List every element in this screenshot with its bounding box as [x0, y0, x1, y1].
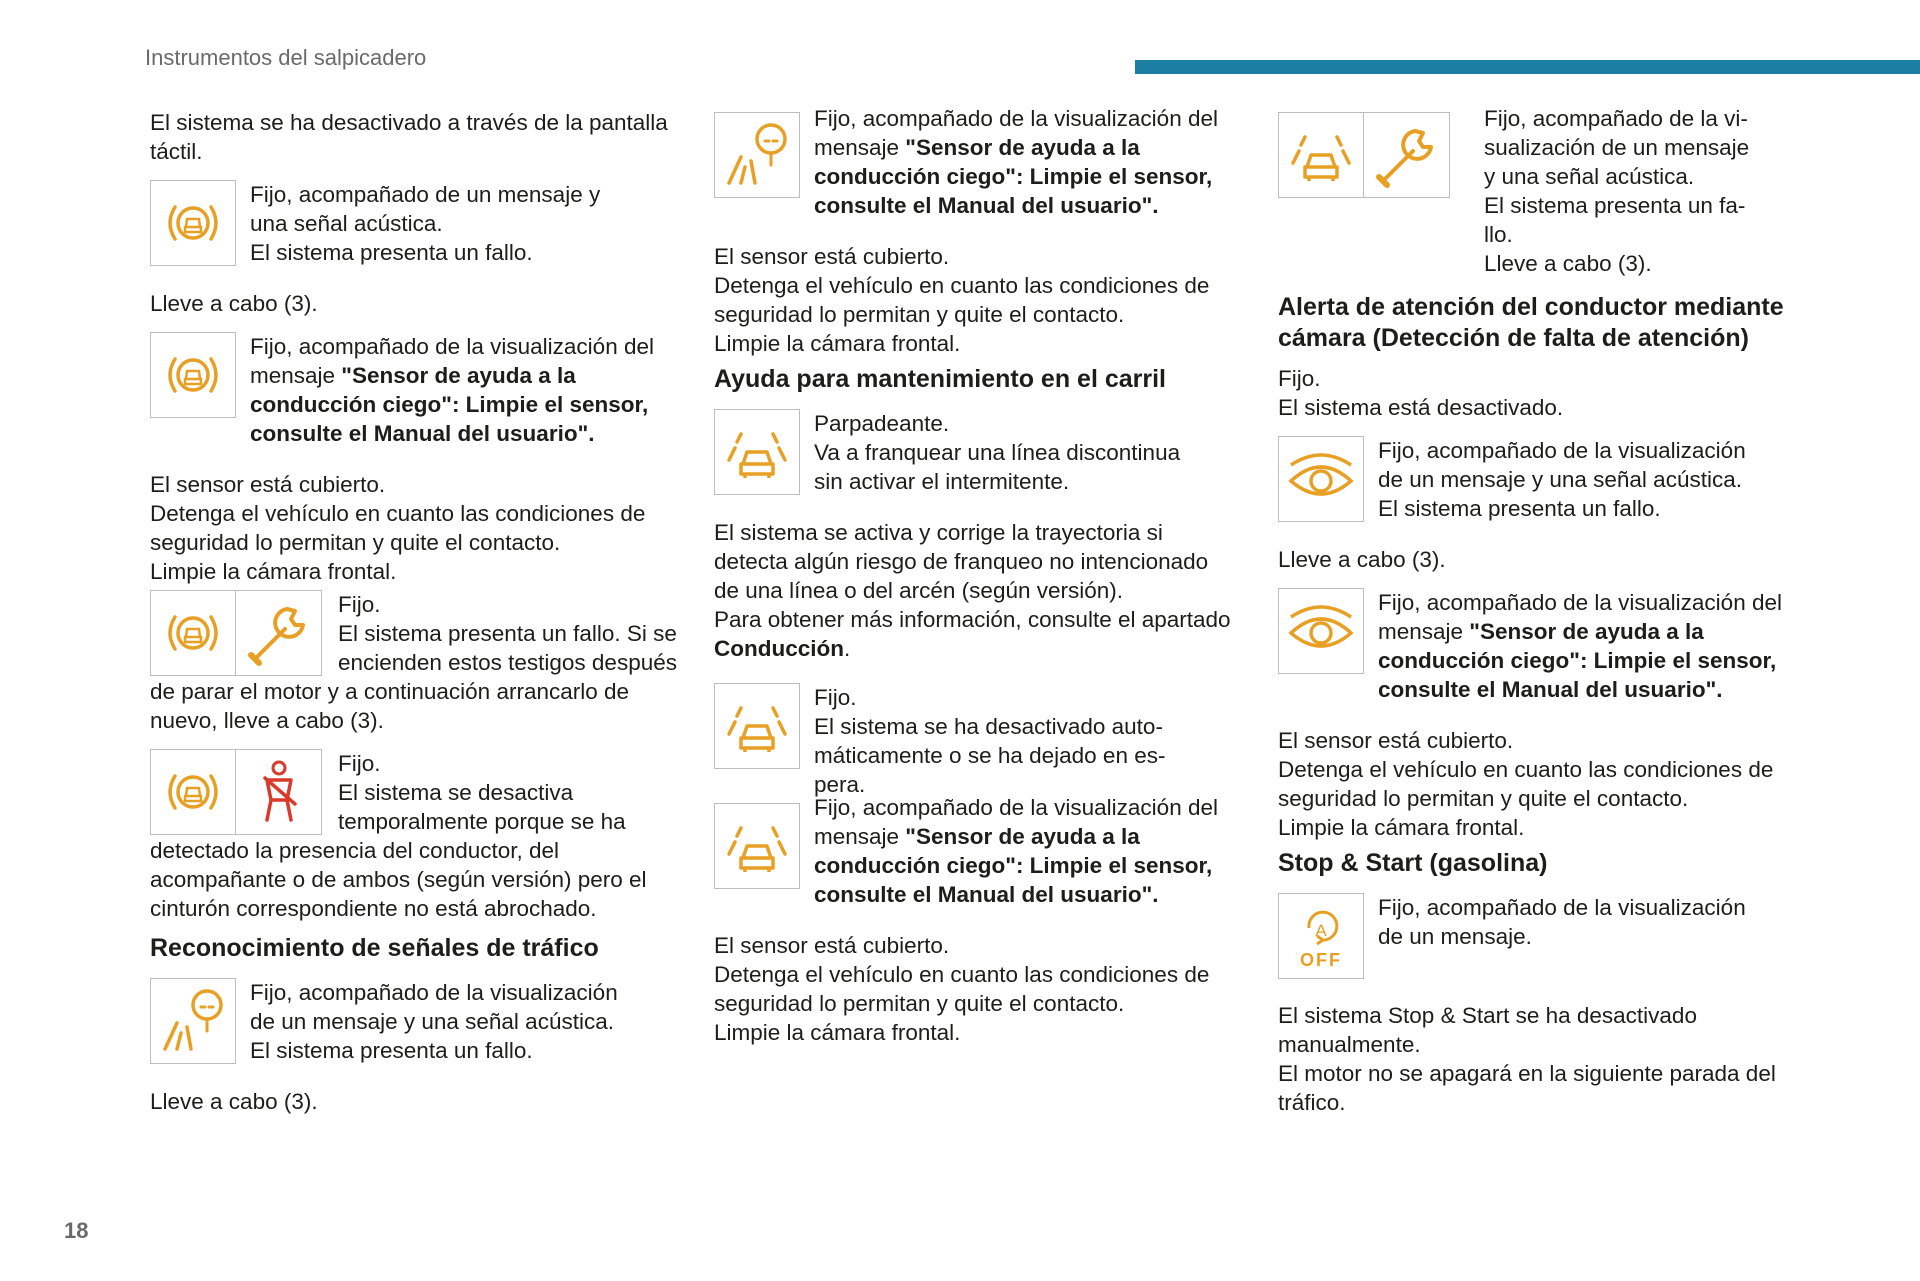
sensor-text: El sensor está cubierto.	[714, 933, 950, 958]
action-text: Lleve a cabo (3).	[1278, 547, 1446, 572]
item-line: Lleve a cabo (3).	[1484, 251, 1652, 276]
sensor-text: Limpie la cámara frontal.	[714, 331, 961, 356]
item-line: Fijo.	[814, 685, 857, 710]
section-heading: Ayuda para mantenimiento en el carril	[714, 365, 1166, 393]
more-info-link: Conducción	[714, 636, 844, 661]
warning-item	[714, 409, 1234, 496]
lane-keep-icon	[719, 688, 795, 764]
page-number: 18	[64, 1218, 89, 1243]
item-line: El sistema se ha desactivado auto-	[814, 714, 1163, 739]
sensor-text: El sensor está cubierto.	[150, 472, 386, 497]
body-text: El sistema se activa y corrige la trayectoria si detecta algún riesgo de franqueo no intencionado de una línea o del arcén (según versión).	[714, 520, 1209, 603]
item-line: sin activar el intermitente.	[814, 469, 1070, 494]
warning-item	[150, 978, 680, 1065]
column-1	[150, 108, 680, 1116]
warning-item	[714, 793, 1234, 909]
intro-text: El sistema se ha desactivado a través de la pantalla táctil.	[150, 110, 668, 164]
sensor-text: Limpie la cámara frontal.	[150, 559, 397, 584]
column-2	[714, 108, 1234, 1047]
warning-item	[1278, 436, 1818, 523]
item-line: Fijo.	[338, 751, 381, 776]
item-message: "Sensor de ayuda a la conducción ciego": Limpie el sensor, consulte el Manual del usuario".	[250, 363, 649, 446]
warning-item	[714, 106, 1234, 220]
final-text: El sistema Stop & Start se ha desactivado manualmente.	[1278, 1003, 1697, 1057]
sensor-text: Detenga el vehículo en cuanto las condiciones de seguridad lo permitan y quite el contacto.	[150, 501, 646, 555]
item-line: Fijo.	[338, 592, 381, 617]
warning-item	[150, 590, 680, 735]
state-text: Fijo.	[1278, 366, 1321, 391]
item-line: de un mensaje y una señal acústica.	[250, 1009, 614, 1034]
lane-keep-icon	[719, 808, 795, 884]
body-text	[714, 605, 1234, 663]
sensor-text: El sensor está cubierto.	[1278, 728, 1514, 753]
sensor-text: Limpie la cámara frontal.	[1278, 815, 1525, 840]
blind-spot-icon	[155, 754, 231, 830]
warning-item	[1278, 588, 1818, 704]
item-line: una señal acústica.	[250, 211, 443, 236]
item-text: Fijo, acompañado de la visualización del mensaje	[1378, 590, 1782, 644]
item-message: "Sensor de ayuda a la conducción ciego": Limpie el sensor, consulte el Manual del usuario".	[814, 824, 1213, 907]
sensor-text: El sensor está cubierto.	[714, 244, 950, 269]
wrench-icon	[241, 595, 317, 671]
item-line: de un mensaje.	[1378, 924, 1532, 949]
final-text: El motor no se apagará en la siguiente parada del tráfico.	[1278, 1061, 1776, 1115]
sensor-text: Detenga el vehículo en cuanto las condiciones de seguridad lo permitan y quite el contacto.	[714, 273, 1210, 327]
sensor-text: Detenga el vehículo en cuanto las condiciones de seguridad lo permitan y quite el contacto.	[714, 962, 1210, 1016]
stop-start-off-icon	[1283, 898, 1359, 974]
more-info-text: Para obtener más información, consulte el apartado	[714, 607, 1231, 632]
item-line: pera.	[814, 772, 866, 797]
eye-icon	[1283, 593, 1359, 669]
warning-item	[714, 683, 1234, 799]
item-message: "Sensor de ayuda a la conducción ciego": Limpie el sensor, consulte el Manual del usuario".	[814, 135, 1213, 218]
item-line: llo.	[1484, 222, 1513, 247]
warning-item	[150, 180, 680, 267]
item-text: Fijo, acompañado de la visualización del mensaje	[814, 106, 1218, 160]
item-line: sualización de un mensaje	[1484, 135, 1750, 160]
blind-spot-icon	[155, 595, 231, 671]
item-line: El sistema presenta un fa-	[1484, 193, 1746, 218]
state-text: El sistema está desactivado.	[1278, 395, 1564, 420]
item-line: y una señal acústica.	[1484, 164, 1695, 189]
lane-keep-icon	[719, 414, 795, 490]
section-heading: Stop & Start (gasolina)	[1278, 849, 1548, 877]
traffic-sign-icon	[155, 983, 231, 1059]
item-line: de un mensaje y una señal acústica.	[1378, 467, 1742, 492]
item-text: Fijo, acompañado de la visualización del mensaje	[250, 334, 654, 388]
page-header-title: Instrumentos del salpicadero	[145, 45, 427, 70]
stop-start-letter: A	[1315, 921, 1327, 940]
item-message: "Sensor de ayuda a la conducción ciego": Limpie el sensor, consulte el Manual del usuario".	[1378, 619, 1777, 702]
item-line: máticamente o se ha dejado en es-	[814, 743, 1166, 768]
item-line: El sistema presenta un fallo.	[250, 1038, 533, 1063]
item-line: Va a franquear una línea discontinua	[814, 440, 1181, 465]
stop-start-off-label: OFF	[1300, 950, 1342, 970]
item-line: El sistema presenta un fallo.	[1378, 496, 1661, 521]
item-text: El sistema se desactiva temporalmente porque se ha detectado la presencia del conductor, del acompañante o de ambos (según versión) pero el cinturón correspondiente no está abrochado.	[150, 780, 647, 921]
action-text: Lleve a cabo (3).	[150, 291, 318, 316]
seatbelt-icon	[241, 754, 317, 830]
section-heading: Alerta de atención del conductor mediante cámara (Detección de falta de atención)	[1278, 293, 1784, 352]
eye-icon	[1283, 441, 1359, 517]
item-line: Fijo, acompañado de la visualización	[1378, 895, 1746, 920]
item-line: Fijo, acompañado de un mensaje y	[250, 182, 601, 207]
item-line: Parpadeante.	[814, 411, 950, 436]
blind-spot-icon	[155, 185, 231, 261]
warning-item	[1278, 893, 1818, 979]
sensor-text: Detenga el vehículo en cuanto las condiciones de seguridad lo permitan y quite el contacto.	[1278, 757, 1774, 811]
column-3	[1278, 108, 1818, 1117]
more-info-end: .	[844, 636, 851, 661]
header-accent-bar	[1135, 60, 1920, 74]
item-line: Fijo, acompañado de la vi-	[1484, 106, 1748, 131]
item-line: El sistema presenta un fallo.	[250, 240, 533, 265]
warning-item	[1278, 106, 1818, 278]
item-text: Fijo, acompañado de la visualización del mensaje	[814, 795, 1218, 849]
blind-spot-icon	[155, 337, 231, 413]
traffic-sign-icon	[719, 117, 795, 193]
warning-item	[150, 332, 680, 448]
wrench-icon	[1369, 117, 1445, 193]
action-text: Lleve a cabo (3).	[150, 1089, 318, 1114]
warning-item	[150, 749, 680, 923]
lane-keep-icon	[1283, 117, 1359, 193]
item-line: Fijo, acompañado de la visualización	[250, 980, 618, 1005]
section-heading: Reconocimiento de señales de tráfico	[150, 934, 599, 962]
item-text: El sistema presenta un fallo. Si se encienden estos testigos después de parar el motor y a continuación arrancarlo de nuevo, lleve a cabo (3).	[150, 621, 677, 733]
sensor-text: Limpie la cámara frontal.	[714, 1020, 961, 1045]
item-line: Fijo, acompañado de la visualización	[1378, 438, 1746, 463]
